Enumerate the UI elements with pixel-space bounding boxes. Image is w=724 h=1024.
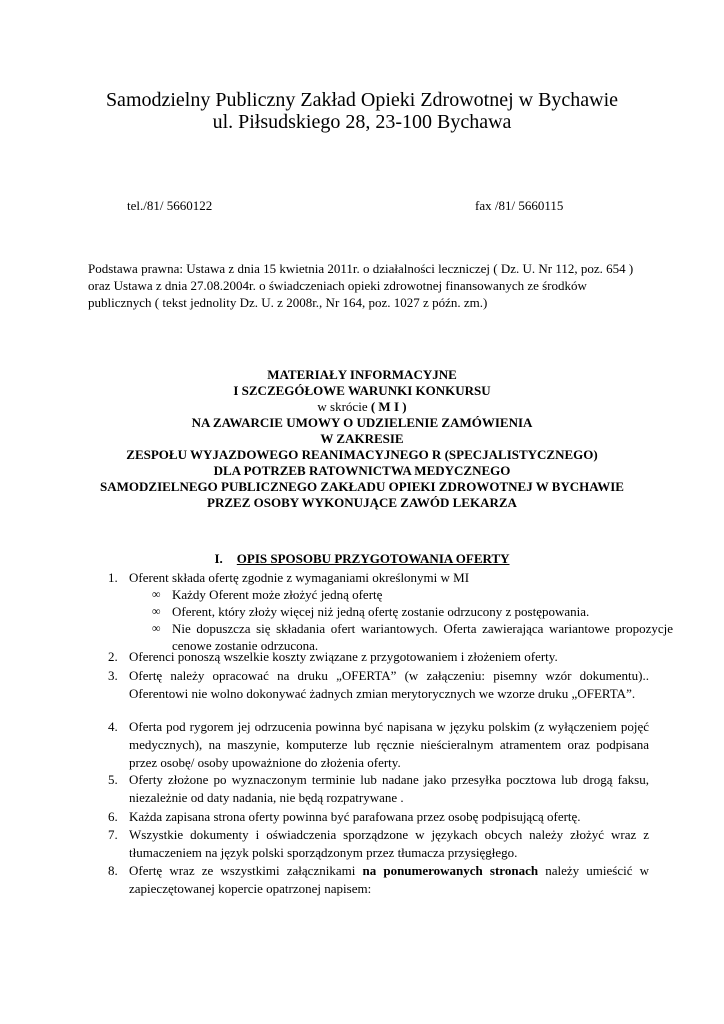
list-item-number: 5.	[108, 772, 118, 787]
infinity-bullet-icon: ∞	[152, 604, 161, 618]
list-item-text: Oferenci ponoszą wszelkie koszty związane z przygotowaniem i złożeniem oferty.	[129, 649, 558, 664]
sub-list-item-text: Oferent, który złoży więcej niż jedną ofertę zostanie odrzucony z postępowania.	[172, 604, 590, 619]
list-item-number: 7.	[108, 827, 118, 842]
infinity-bullet-icon: ∞	[152, 621, 161, 635]
section-number: I.	[214, 551, 223, 566]
list-item-number: 8.	[108, 863, 118, 878]
phone-number: tel./81/ 5660122	[127, 198, 213, 213]
title-line: DLA POTRZEB RATOWNICTWA MEDYCZNEGO	[213, 463, 511, 478]
list-item-text-part: należy umieścić w zapieczętowanej kopercie opatrzonej napisem:	[129, 863, 650, 896]
title-line: I SZCZEGÓŁOWE WARUNKI KONKURSU	[233, 383, 491, 398]
title-line: NA ZAWARCIE UMOWY O UDZIELENIE ZAMÓWIENIA	[191, 415, 533, 430]
list-item-text	[129, 862, 649, 898]
list-item-emphasis: na ponumerowanych stronach	[362, 863, 539, 878]
list-item-number: 6.	[108, 809, 118, 824]
list-item-text-part: Ofertę wraz ze wszystkimi załącznikami	[129, 863, 363, 878]
list-item-number: 2.	[108, 649, 118, 664]
sub-list-item-text: Każdy Oferent może złożyć jedną ofertę	[172, 587, 383, 602]
title-abbreviation-line	[0, 399, 724, 415]
infinity-bullet-icon: ∞	[152, 587, 161, 601]
list-item-number: 1.	[108, 570, 118, 585]
fax-number: fax /81/ 5660115	[475, 198, 564, 213]
title-line: SAMODZIELNEGO PUBLICZNEGO ZAKŁADU OPIEKI ZDROWOTNEJ W BYCHAWIE	[100, 479, 624, 494]
list-item-text: Ofertę należy opracować na druku „OFERTA” (w załączeniu: pisemny wzór dokumentu).. Oferentowi nie wolno dokonywać żadnych zmian merytorycznych we wzorze druku „OFERTA”.	[129, 668, 649, 701]
list-item-text: Oferent składa ofertę zgodnie z wymaganiami określonymi w MI	[129, 570, 470, 585]
list-item-text: Oferta pod rygorem jej odrzucenia powinna być napisana w języku polskim (z wyłączeniem pojęć medycznych), na maszynie, komputerze lub ręcznie nieścieralnym atramentem oraz podpisana przez osobę/ osoby upoważnione do złożenia oferty.	[129, 719, 649, 770]
sub-list-item-text: Nie dopuszcza się składania ofert wariantowych. Oferta zawierająca wariantowe propozycje cenowe zostanie odrzucona.	[172, 621, 673, 653]
list-item-number: 3.	[108, 668, 118, 683]
title-line: W ZAKRESIE	[320, 431, 404, 446]
list-item-text: Oferty złożone po wyznaczonym terminie lub nadane jako przesyłka pocztowa lub drogą faksu, niezależnie od daty nadania, nie będą rozpatrywane .	[129, 772, 649, 805]
list-item-text: Każda zapisana strona oferty powinna być parafowana przez osobę podpisującą ofertę.	[129, 809, 581, 824]
document-title	[0, 367, 724, 511]
legal-basis: Podstawa prawna: Ustawa z dnia 15 kwietnia 2011r. o działalności leczniczej ( Dz. U. Nr 112, poz. 654 ) oraz Ustawa z dnia 27.08.2004r. o świadczeniach opieki zdrowotnej finansowanych ze środków publicznych ( tekst jednolity Dz. U. z 2008r., Nr 164, poz. 1027 z późn. zm.)	[88, 261, 634, 310]
section-title: OPIS SPOSOBU PRZYGOTOWANIA OFERTY	[236, 551, 510, 566]
title-abbreviation: ( M I )	[370, 399, 407, 414]
title-line: ZESPOŁU WYJAZDOWEGO REANIMACYJNEGO R (SPECJALISTYCZNEGO)	[126, 447, 598, 462]
institution-address: ul. Piłsudskiego 28, 23-100 Bychawa	[212, 111, 512, 133]
title-abbreviation-prefix: w skrócie	[317, 399, 368, 414]
section-heading	[0, 551, 724, 567]
institution-name: Samodzielny Publiczny Zakład Opieki Zdrowotnej w Bychawie	[105, 89, 619, 111]
title-line: PRZEZ OSOBY WYKONUJĄCE ZAWÓD LEKARZA	[207, 495, 517, 510]
list-item-text: Wszystkie dokumenty i oświadczenia sporządzone w językach obcych należy złożyć wraz z tłumaczeniem na język polski sporządzonym przez tłumacza przysięgłego.	[129, 827, 649, 860]
title-line: MATERIAŁY INFORMACYJNE	[267, 367, 457, 382]
list-item-number: 4.	[108, 719, 118, 734]
